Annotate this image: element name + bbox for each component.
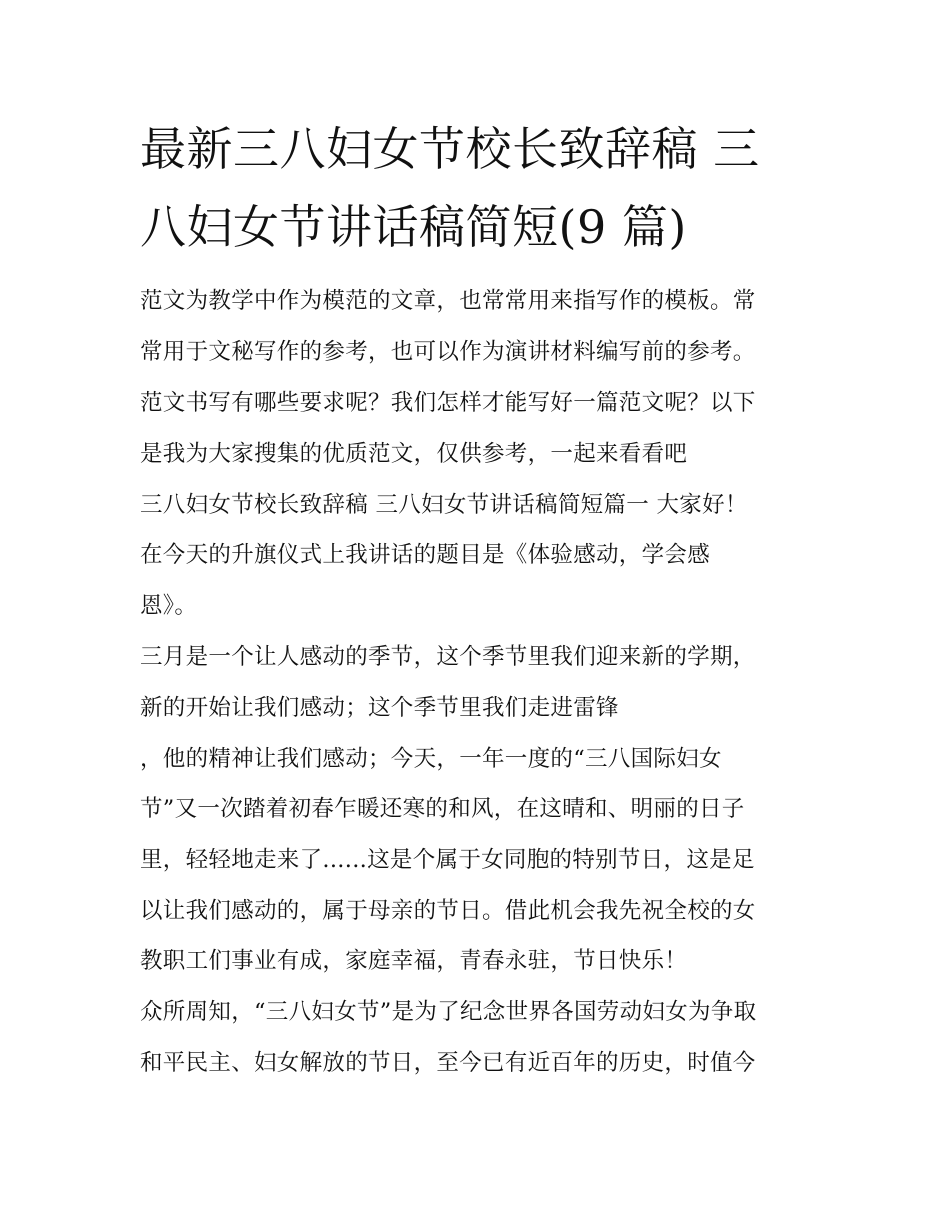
- body-line: 教职工们事业有成，家庭幸福，青春永驻，节日快乐！: [140, 948, 688, 974]
- title-line: 八妇女节讲话稿简短(9 篇): [140, 200, 687, 254]
- body-line: 恩》。: [140, 593, 198, 619]
- body-line: 三八妇女节校长致辞稿 三八妇女节讲话稿简短篇一 大家好！: [140, 492, 748, 518]
- body-line: 常用于文秘写作的参考，也可以作为演讲材料编写前的参考。: [140, 339, 756, 365]
- body-line: 和平民主、妇女解放的节日，至今已有近百年的历史，时值今: [140, 1050, 756, 1076]
- body-line: 范文书写有哪些要求呢？我们怎样才能写好一篇范文呢？以下: [140, 390, 756, 416]
- body-line: 新的开始让我们感动；这个季节里我们走进雷锋: [140, 695, 619, 721]
- body-line: 在今天的升旗仪式上我讲话的题目是《体验感动，学会感: [140, 542, 711, 568]
- body-line: 众所周知，“三八妇女节”是为了纪念世界各国劳动妇女为争取: [140, 999, 757, 1025]
- body-line: 三月是一个让人感动的季节，这个季节里我们迎来新的学期，: [140, 644, 756, 670]
- body-line: 以让我们感动的，属于母亲的节日。借此机会我先祝全校的女: [140, 898, 756, 924]
- body-line: 是我为大家搜集的优质范文，仅供参考，一起来看看吧: [140, 441, 688, 467]
- body-line: ，他的精神让我们感动；今天，一年一度的“三八国际妇女: [140, 746, 722, 772]
- body-line: 范文为教学中作为模范的文章，也常常用来指写作的模板。常: [140, 288, 756, 314]
- title-line: 最新三八妇女节校长致辞稿 三: [140, 122, 760, 176]
- body-line: 节”又一次踏着初春乍暖还寒的和风，在这晴和、明丽的日子: [140, 796, 745, 822]
- document-title: [140, 110, 820, 266]
- body-line: 里，轻轻地走来了......这是个属于女同胞的特别节日，这是足: [140, 847, 755, 873]
